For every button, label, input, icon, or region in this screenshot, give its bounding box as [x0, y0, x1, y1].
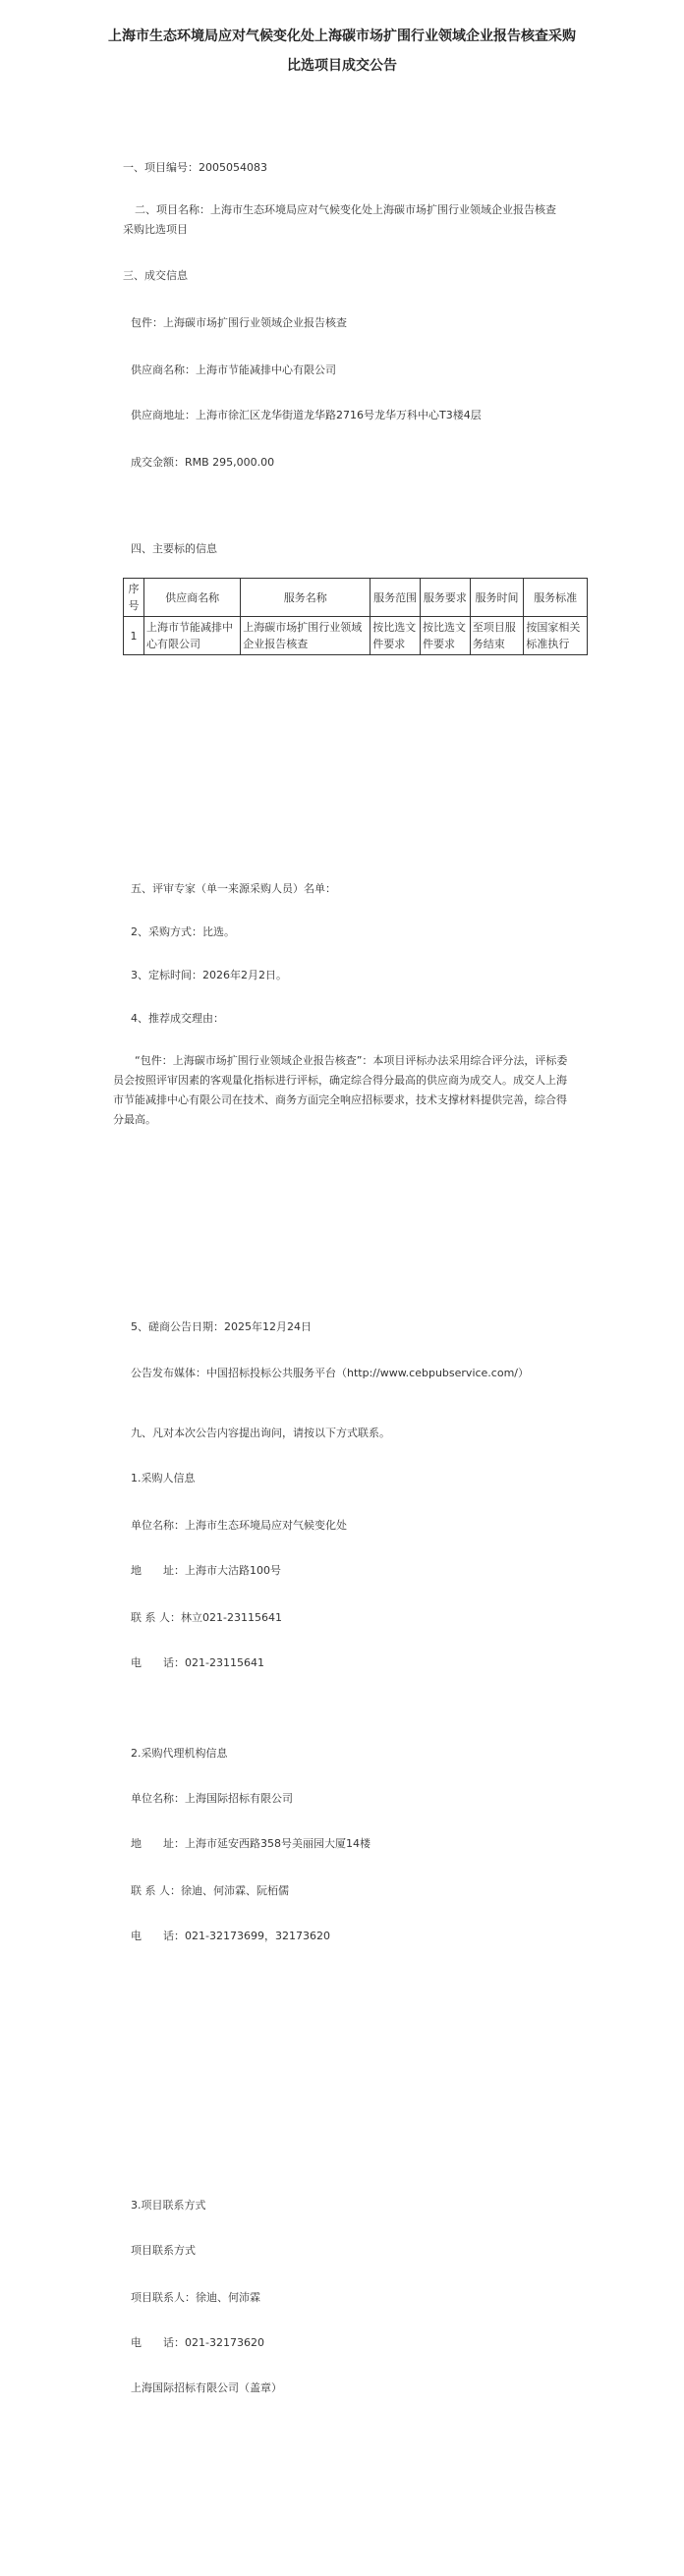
table-header-cell: 服务范围: [370, 579, 421, 617]
award-reason-text: “包件：上海碳市场扩围行业领域企业报告核查”：本项目评标办法采用综合评分法，评标委员会按照评审因素的客观量化指标进行评标，确定综合得分最高的供应商为成交人。成交人上海市节能减排中心有限公司在技术、商务方面完全响应招标要求，技术支撑材料提供完善，综合得分最高。: [113, 1054, 568, 1126]
phone-label: 电 话：: [131, 2336, 185, 2349]
contact-heading: 九、凡对本次公告内容提出询问，请按以下方式联系。: [131, 1427, 390, 1439]
table-cell: 按比选文件要求: [421, 617, 471, 655]
package-label: 包件：上海碳市场扩围行业领域企业报告核查: [131, 316, 347, 329]
notice-date: 5、磋商公告日期：2025年12月24日: [131, 1320, 312, 1333]
table-header-cell: 序号: [124, 579, 144, 617]
section-subject-heading: 四、主要标的信息: [131, 542, 217, 555]
supplier-name: 供应商名称：上海市节能减排中心有限公司: [131, 364, 336, 376]
table-header-cell: 服务时间: [470, 579, 524, 617]
company-seal-line: 上海国际招标有限公司（盖章）: [131, 2381, 282, 2394]
table-cell: 按比选文件要求: [370, 617, 421, 655]
phone-label: 电 话：: [131, 1656, 185, 1669]
contact-value: 林立021-23115641: [181, 1611, 282, 1624]
phone-value: 021-23115641: [185, 1656, 264, 1669]
agency-phone: [131, 1928, 330, 1945]
section-transaction-heading: 三、成交信息: [123, 269, 188, 282]
address-label: 地 址：: [131, 1837, 185, 1850]
address-label: 地 址：: [131, 1564, 185, 1577]
purchaser-address: [131, 1562, 281, 1580]
contact-label: 联 系 人：: [131, 1611, 181, 1624]
table-row: [124, 617, 588, 655]
phone-label: 电 话：: [131, 1930, 185, 1942]
project-name: 二、项目名称：上海市生态环境局应对气候变化处上海碳市场扩围行业领域企业报告核查采购比选项目: [123, 203, 556, 236]
table-header-cell: 服务标准: [524, 579, 588, 617]
contact-value: 徐迪、何沛霖、阮栢儒: [181, 1884, 289, 1897]
supplier-address: 供应商地址：上海市徐汇区龙华街道龙华路2716号龙华万科中心T3楼4层: [131, 409, 482, 421]
subject-table: [123, 578, 588, 655]
purchaser-name: 单位名称：上海市生态环境局应对气候变化处: [131, 1519, 347, 1532]
agency-name: 单位名称：上海国际招标有限公司: [131, 1792, 293, 1805]
project-contact-heading: 3.项目联系方式: [131, 2199, 206, 2212]
project-number: 一、项目编号：2005054083: [123, 161, 267, 174]
table-header-cell: 服务要求: [421, 579, 471, 617]
table-cell: 上海市节能减排中心有限公司: [143, 617, 240, 655]
phone-value: 021-32173699，32173620: [185, 1930, 330, 1942]
table-header-cell: 服务名称: [241, 579, 370, 617]
project-contact-subheading: 项目联系方式: [131, 2244, 196, 2257]
project-contact-person: 项目联系人：徐迪、何沛霖: [131, 2291, 260, 2304]
procurement-method: 2、采购方式：比选。: [131, 925, 235, 938]
table-cell: 按国家相关标准执行: [524, 617, 588, 655]
address-value: 上海市大沽路100号: [185, 1564, 281, 1577]
purchaser-contact: [131, 1609, 282, 1627]
project-contact-phone: [131, 2334, 264, 2352]
contact-label: 联 系 人：: [131, 1884, 181, 1897]
section-experts-heading: 五、评审专家（单一来源采购人员）名单：: [131, 882, 336, 895]
table-header-cell: 供应商名称: [143, 579, 240, 617]
publish-media: 公告发布媒体：中国招标投标公共服务平台（http://www.cebpubservice.com/）: [131, 1367, 530, 1379]
page-title: 上海市生态环境局应对气候变化处上海碳市场扩围行业领域企业报告核查采购比选项目成交公告: [108, 28, 576, 74]
agency-heading: 2.采购代理机构信息: [131, 1747, 228, 1760]
table-cell: 上海碳市场扩围行业领域企业报告核查: [241, 617, 370, 655]
purchaser-heading: 1.采购人信息: [131, 1472, 196, 1484]
phone-value: 021-32173620: [185, 2336, 264, 2349]
award-date: 3、定标时间：2026年2月2日。: [131, 969, 287, 981]
purchaser-phone: [131, 1654, 264, 1672]
transaction-amount: 成交金额：RMB 295,000.00: [131, 456, 275, 469]
award-reason-heading: 4、推荐成交理由：: [131, 1012, 224, 1025]
agency-contact: [131, 1882, 289, 1900]
table-header-row: [124, 579, 588, 617]
table-cell: 1: [124, 617, 144, 655]
agency-address: [131, 1835, 370, 1853]
address-value: 上海市延安西路358号美丽园大厦14楼: [185, 1837, 370, 1850]
table-cell: 至项目服务结束: [470, 617, 524, 655]
